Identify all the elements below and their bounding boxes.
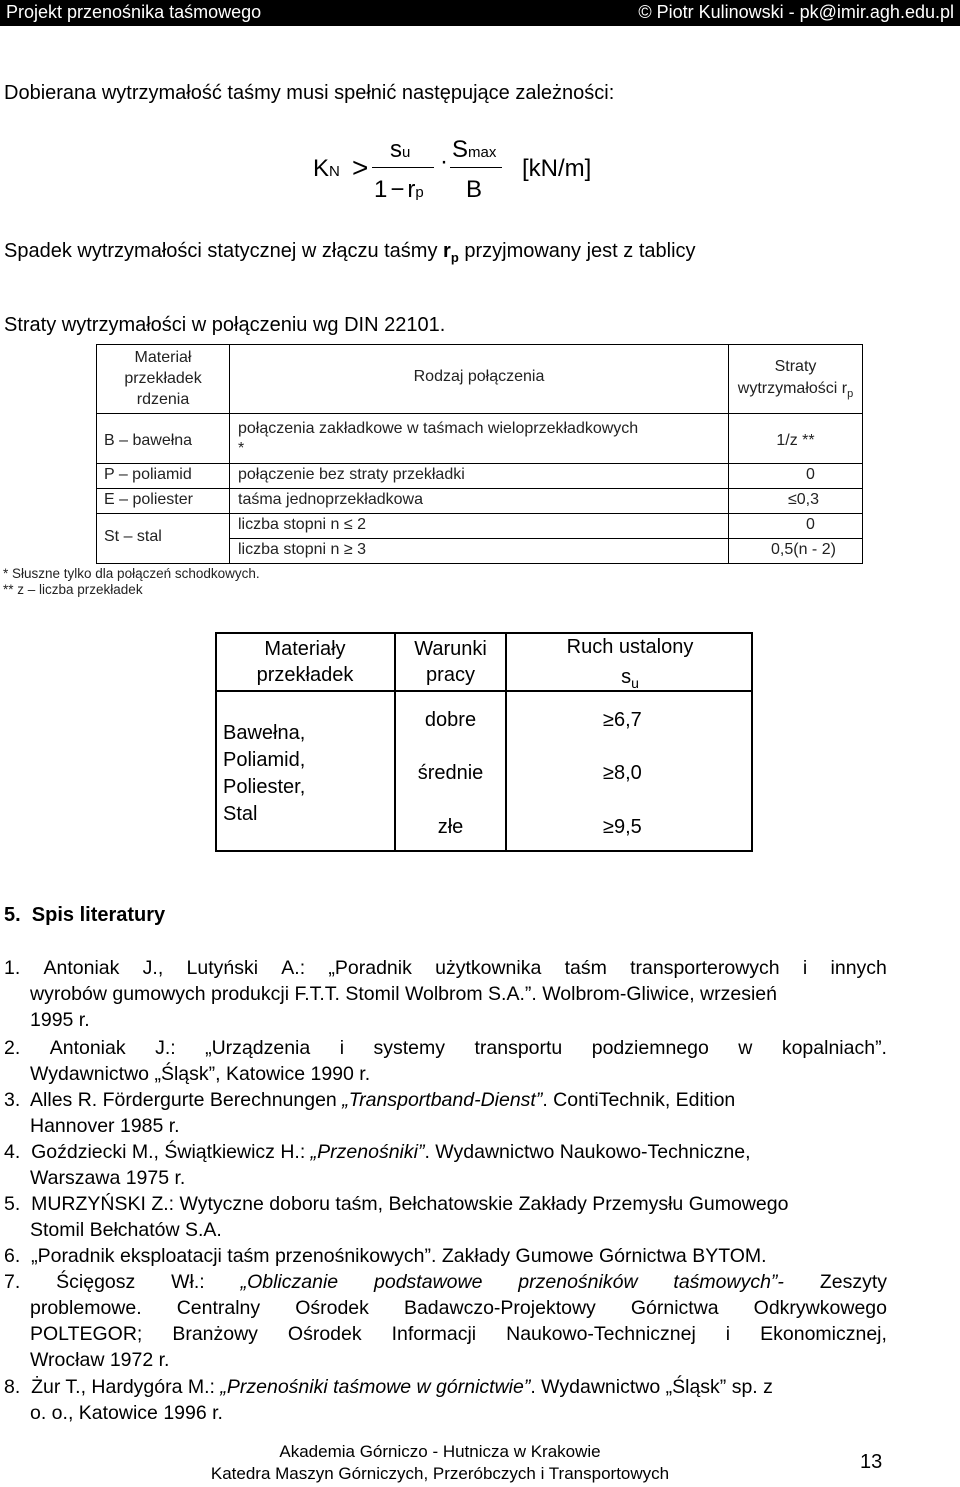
- section-title: 5. Spis literatury: [4, 904, 166, 926]
- ref-7-line-3: POLTEGOR; Branżowy Ośrodek Informacji Naukowo-Technicznej i Ekonomicznej,: [30, 1323, 887, 1345]
- ref-7-line-4: Wrocław 1972 r.: [30, 1349, 170, 1371]
- t1-row1-rodzaj2: *: [238, 440, 245, 457]
- ref-4-line-2: Warszawa 1975 r.: [30, 1167, 186, 1189]
- t1-header-straty: Straty wytrzymałości $r_p$: [737, 358, 854, 401]
- ref-6: 6. „Poradnik eksploatacji taśm przenośnikowych”. Zakłady Gumowe Górnictwa BYTOM.: [4, 1245, 767, 1267]
- t1-row2-val: 0: [806, 466, 815, 483]
- ref-4-line-1: 4. Goździecki M., Świątkiewicz H.: „Przenośniki”. Wydawnictwo Naukowo-Techniczne,: [4, 1141, 751, 1163]
- t1-row4-rodzaj: liczba stopni n ≤ 2: [238, 516, 366, 533]
- ref-8-line-2: o. o., Katowice 1996 r.: [30, 1402, 223, 1424]
- t1-row2-mat: P – poliamid: [104, 466, 192, 483]
- t1-note-2: ** z – liczba przekładek: [3, 582, 143, 597]
- formula-num2: S: [452, 136, 469, 163]
- t1-row3-rodzaj: taśma jednoprzekładkowa: [238, 491, 423, 508]
- t1-row3-val: ≤0,3: [788, 491, 820, 508]
- t2-row3-val: ≥9,5: [603, 816, 642, 838]
- t1-row1-rodzaj: połączenia zakładkowe w taśmach wieloprzekładkowych: [238, 420, 639, 437]
- formula-den1-sub: p: [415, 184, 424, 201]
- formula-den2: B: [466, 176, 483, 203]
- t1-row1-val: 1/z **: [776, 432, 815, 449]
- t1-header-rodzaj: Rodzaj połączenia: [413, 368, 545, 385]
- ref-2-line-1: 2. Antoniak J.: „Urządzenia i systemy transportu podziemnego w kopalniach”.: [4, 1037, 887, 1059]
- ref-1-line-2: wyrobów gumowych produkcji F.T.T. Stomil Wolbrom S.A.”. Wolbrom-Gliwice, wrzesień: [30, 983, 777, 1005]
- ref-3-line-1: 3. Alles R. Fördergurte Berechnungen „Transportband-Dienst”. ContiTechnik, Edition: [4, 1089, 736, 1111]
- t2-row1-val: ≥6,7: [603, 709, 642, 731]
- formula-num1-sub: u: [402, 144, 411, 161]
- t1-row5-val: 0,5(n - 2): [771, 541, 836, 558]
- formula-dot: ·: [440, 148, 448, 175]
- intro-text: Dobierana wytrzymałość taśmy musi spełnić następujące zależności:: [4, 82, 615, 104]
- spadek-pre: Spadek wytrzymałości statycznej w złączu taśmy: [4, 240, 444, 262]
- t1-row4-mat: St – stal: [104, 528, 162, 545]
- t2-row2-val: ≥8,0: [603, 762, 642, 784]
- formula-gt: >: [352, 152, 369, 183]
- formula-unit: [kN/m]: [522, 155, 592, 182]
- t1-note-1: * Słuszne tylko dla połączeń schodkowych.: [3, 566, 260, 581]
- ref-3-line-2: Hannover 1985 r.: [30, 1115, 180, 1137]
- ref-8-line-1: 8. Żur T., Hardygóra M.: „Przenośniki taśmowe w górnictwie”. Wydawnictwo „Śląsk” sp. z: [4, 1376, 773, 1398]
- footer-university: Akademia Górniczo - Hutnicza w Krakowie: [279, 1442, 601, 1461]
- t2-header-mat: Materiały przekładek: [256, 638, 354, 686]
- footer-department: Katedra Maszyn Górniczych, Przeróbczych i Transportowych: [210, 1464, 670, 1483]
- t1-header-material: Materiał przekładek rdzenia: [124, 349, 202, 408]
- t1-row1-mat: B – bawełna: [104, 432, 193, 449]
- ref-7-line-2: problemowe. Centralny Ośrodek Badawczo-Projektowy Górnictwa Odkrywkowego: [30, 1297, 887, 1319]
- t2-materials: Bawełna, Poliamid, Poliester, Stal: [223, 722, 306, 825]
- t2-row2-war: średnie: [417, 762, 484, 784]
- header-author: © Piotr Kulinowski - pk@imir.agh.edu.pl: [638, 2, 954, 22]
- formula-minus: −: [390, 176, 405, 203]
- spadek-bold-sub: p: [450, 250, 459, 265]
- t2-row1-war: dobre: [424, 709, 477, 731]
- ref-5-line-2: Stomil Bełchatów S.A.: [30, 1219, 222, 1241]
- page-number: 13: [860, 1451, 883, 1473]
- t1-row3-mat: E – poliester: [104, 491, 193, 508]
- spadek-bold: r: [443, 240, 451, 262]
- straty-title: Straty wytrzymałości w połączeniu wg DIN 22101.: [4, 314, 446, 336]
- references: [4, 0, 924, 1440]
- t1-row2-rodzaj: połączenie bez straty przekładki: [238, 466, 465, 483]
- t2-header-su: $s_u$: [621, 666, 639, 691]
- header-project-title: Projekt przenośnika taśmowego: [6, 2, 262, 22]
- t1-row5-rodzaj: liczba stopni n ≥ 3: [238, 541, 366, 558]
- t2-header-ruch: Ruch ustalony: [566, 636, 694, 658]
- formula-k: K: [313, 155, 330, 182]
- formula-den1-r: r: [407, 176, 416, 203]
- spadek-post: przyjmowany jest z tablicy: [458, 240, 696, 262]
- ref-1-line-3: 1995 r.: [30, 1009, 90, 1031]
- formula-num1: s: [390, 136, 402, 163]
- t1-row4-val: 0: [806, 516, 815, 533]
- formula-den1: 1: [374, 176, 388, 203]
- ref-5-line-1: 5. MURZYŃSKI Z.: Wytyczne doboru taśm, Bełchatowskie Zakłady Przemysłu Gumowego: [4, 1193, 789, 1215]
- ref-7-line-1: 7. Ścięgosz Wł.: „Obliczanie podstawowe przenośników taśmowych”- Zeszyty: [4, 1271, 887, 1293]
- t2-row3-war: złe: [437, 816, 464, 838]
- t2-header-war: Warunki pracy: [414, 638, 487, 686]
- ref-1-line-1: 1. Antoniak J., Lutyński A.: „Poradnik użytkownika taśm transporterowych i innych: [4, 957, 887, 979]
- formula-num2-sub: max: [468, 144, 497, 161]
- formula-k-sub: N: [329, 163, 340, 180]
- ref-2-line-2: Wydawnictwo „Śląsk”, Katowice 1990 r.: [30, 1063, 371, 1085]
